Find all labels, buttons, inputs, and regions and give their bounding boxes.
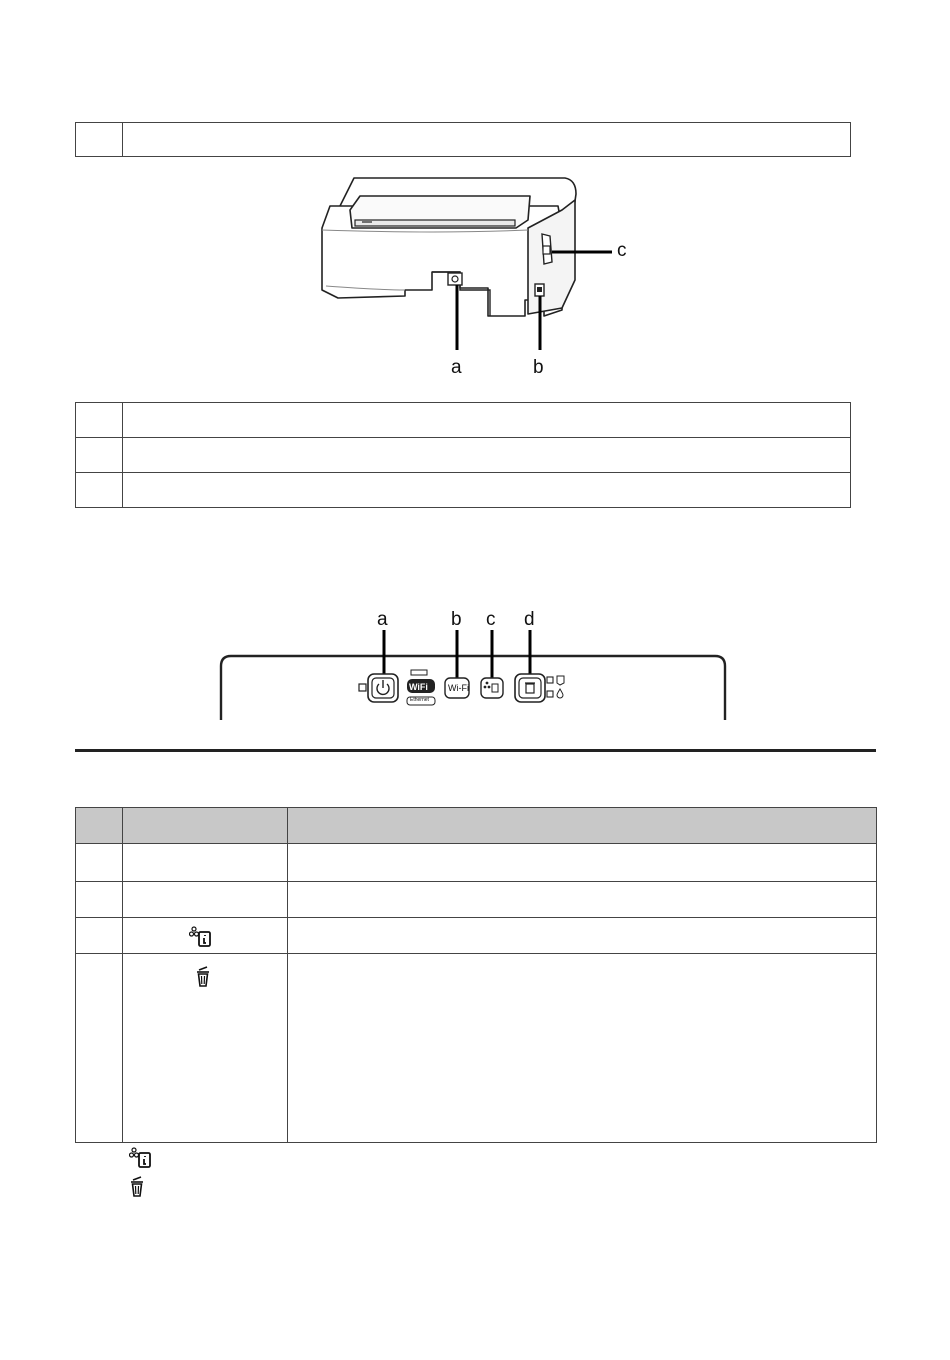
table-header-cell [123,808,288,844]
table-cell [76,918,123,954]
table-row [76,473,851,508]
table-row [76,844,877,882]
top-table [75,122,851,157]
printer-rear-illustration [300,170,640,380]
table-row [76,882,877,918]
table-header-cell [288,808,877,844]
table-cell [76,403,123,438]
table-cell [123,473,851,508]
table-cell [76,123,123,157]
section-divider [75,749,876,752]
table-cell [288,882,877,918]
table-cell [123,844,288,882]
power-button[interactable] [368,674,398,702]
panel-callout-c: c [486,609,496,630]
table-cell [123,403,851,438]
wifi-button-label: Wi-Fi [448,683,469,693]
wifi-logo-label: WiFi [409,682,428,692]
table-cell [288,844,877,882]
table-cell [288,918,877,954]
table-cell [288,954,877,1143]
panel-callout-b: b [451,609,462,630]
table-cell [76,882,123,918]
table-cell [123,882,288,918]
table-header-cell [76,808,123,844]
ports-table [75,402,851,508]
footer-network-status-icon [129,1147,153,1169]
ink-cancel-button[interactable] [515,674,545,702]
table-cell [123,123,851,157]
network-status-button[interactable] [481,678,503,698]
table-cell [76,954,123,1143]
callout-a: a [451,357,462,378]
panel-callout-d: d [524,609,535,630]
control-panel-illustration [215,630,735,725]
table-header-row [76,808,877,844]
network-status-icon [189,926,213,948]
footer-ink-trash-icon [129,1176,145,1198]
table-cell [123,438,851,473]
callout-c: c [617,240,627,261]
table-row [76,438,851,473]
table-cell [76,473,123,508]
table-row [76,123,851,157]
callout-b: b [533,357,544,378]
table-cell [76,844,123,882]
table-cell [76,438,123,473]
table-row [76,403,851,438]
panel-callout-a: a [377,609,388,630]
ink-trash-icon [195,966,211,988]
ethernet-label: Ethernet [410,697,429,703]
